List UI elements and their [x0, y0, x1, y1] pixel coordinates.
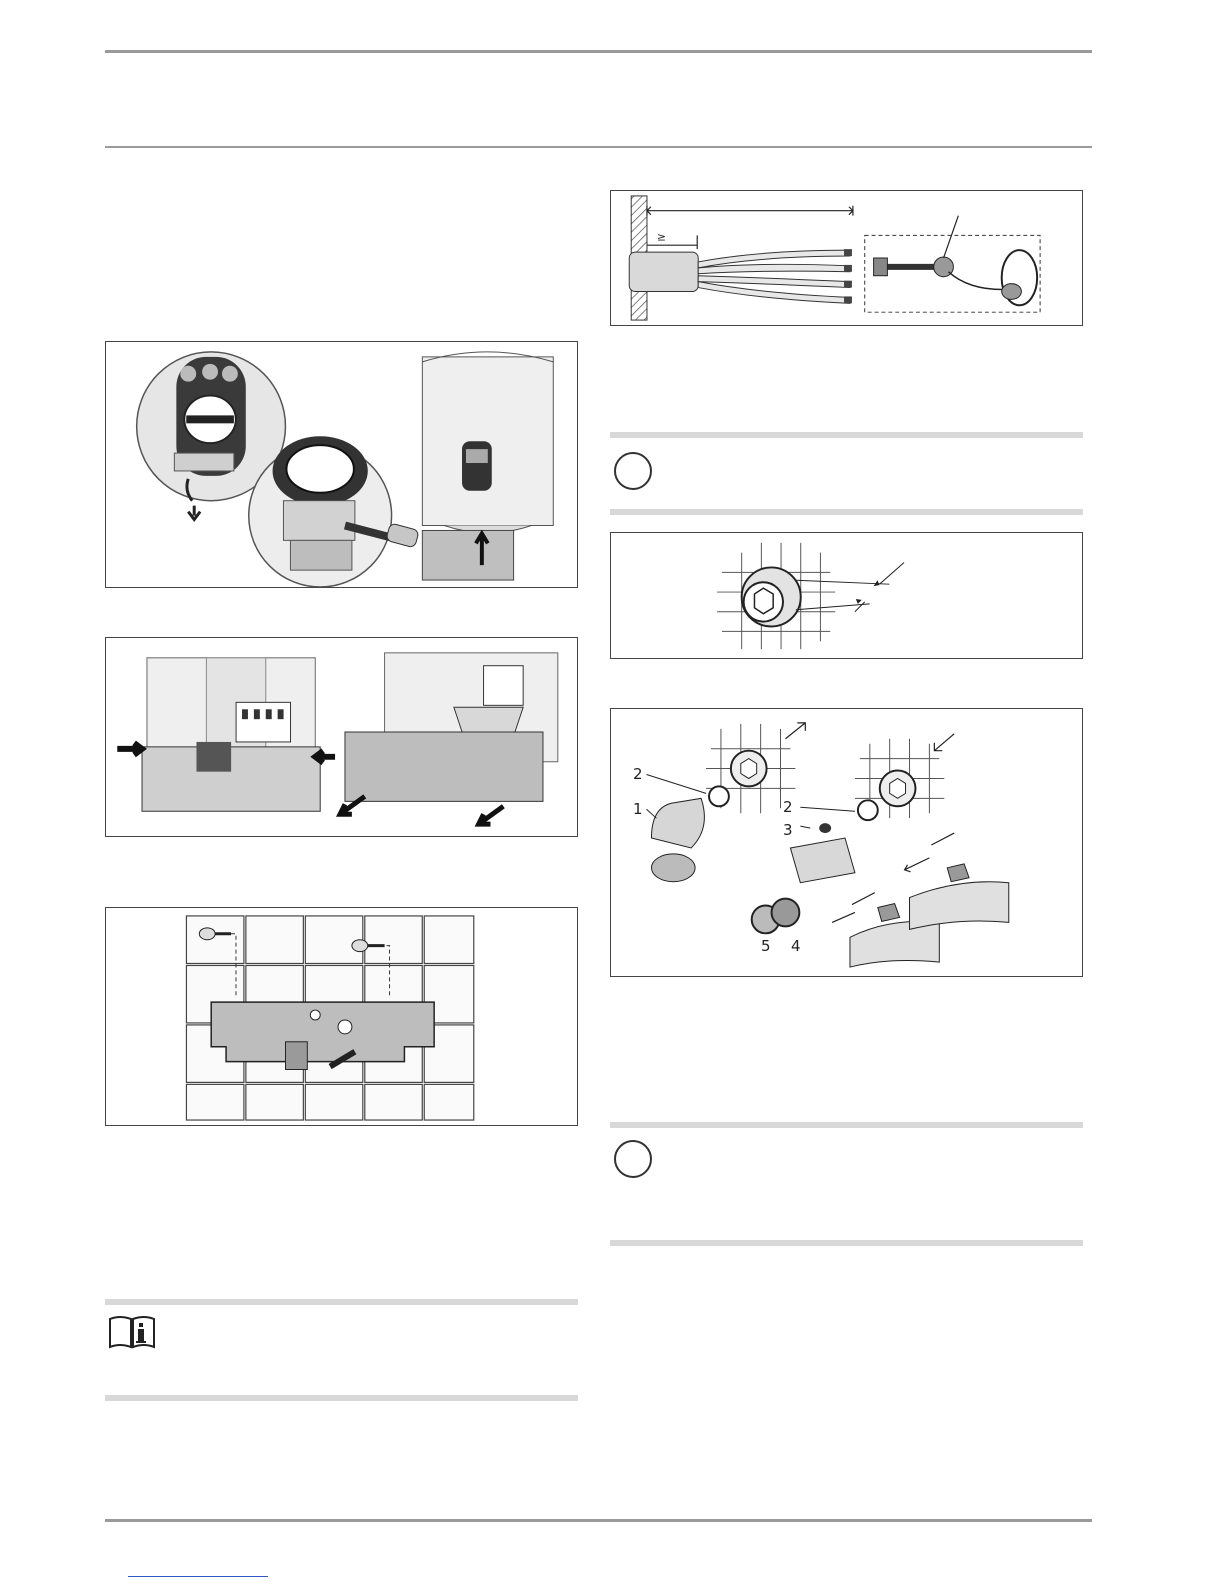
figure-fittings: [610, 708, 1083, 977]
callout-3: 3: [783, 821, 793, 839]
info-circle-icon: [614, 1140, 652, 1178]
note-bar-top-right-2: [610, 1122, 1083, 1128]
callout-5: 5: [761, 937, 771, 955]
callout-1: 1: [633, 800, 643, 818]
cable-stripping-illustration: [611, 191, 1082, 325]
note-bar-top-right-1: [610, 432, 1083, 438]
footer-link-underline[interactable]: [128, 1576, 268, 1577]
callout-2-left: 2: [633, 765, 643, 783]
book-info-icon: [108, 1315, 156, 1353]
note-bar-top-left: [105, 1299, 578, 1305]
housing-removal-illustration: [106, 638, 577, 836]
figure-housing-removal: [105, 637, 578, 837]
info-circle-icon: [614, 452, 652, 490]
cover-removal-illustration: [106, 342, 577, 587]
header-rule-top: [105, 50, 1092, 53]
ge-symbol: ≥: [656, 230, 666, 244]
figure-cable-stripping: [610, 190, 1083, 326]
figure-pipe-thread: [610, 532, 1083, 659]
note-bar-bottom-right-2: [610, 1240, 1083, 1246]
mounting-plate-illustration: [106, 908, 577, 1125]
figure-mounting-plate: [105, 907, 578, 1126]
pipe-thread-illustration: [611, 533, 1082, 658]
header-rule-bottom: [105, 146, 1092, 148]
note-bar-bottom-left: [105, 1395, 578, 1401]
figure-cover-removal: [105, 341, 578, 588]
note-bar-bottom-right-1: [610, 509, 1083, 515]
callout-4: 4: [791, 937, 801, 955]
callout-2-right: 2: [783, 798, 793, 816]
fittings-illustration: [611, 709, 1082, 976]
footer-rule: [105, 1519, 1092, 1522]
